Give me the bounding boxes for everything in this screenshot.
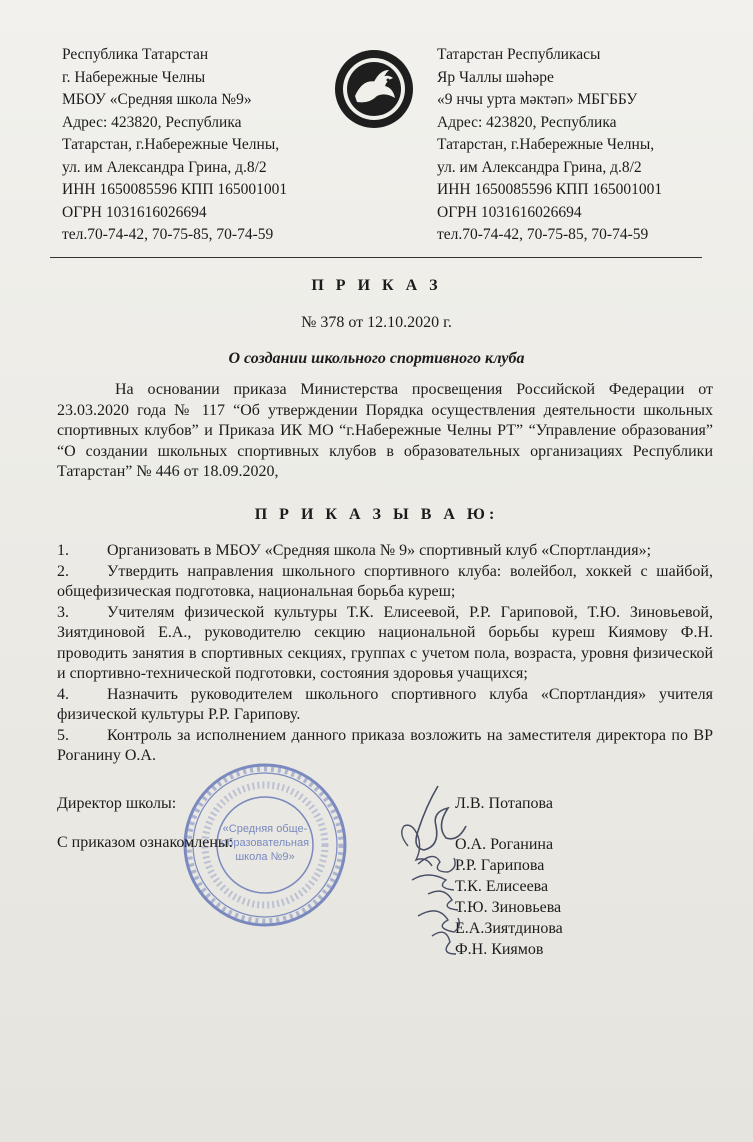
header-right-line: Татарстан, г.Набережные Челны, — [437, 136, 655, 153]
header-left-line: Татарстан, г.Набережные Челны, — [62, 136, 280, 153]
preamble-text: На основании приказа Министерства просвещения Российской Федерации от 23.03.2020 года № 117 “Об утверждении Порядка осуществления деятельности школьных спортивных клубов” и Приказа ИК МО “г.Набережные Челны РТ” “Управление образования” “О создании школьных спортивных клубов в образовательных организациях Республики Татарстан” № 446 от 18.09.2020, — [57, 381, 713, 480]
order-item — [57, 541, 713, 562]
header-left-line: тел.70-74-42, 70-75-85, 70-74-59 — [62, 226, 274, 243]
acquainted-label: С приказом ознакомлены: — [57, 834, 234, 851]
order-items-list — [57, 541, 713, 767]
header-right-line: Яр Чаллы шәһәре — [437, 68, 554, 86]
order-subject: О создании школьного спортивного клуба — [228, 350, 525, 367]
item-text: Организовать в МБОУ «Средняя школа № 9» спортивный клуб «Спортландия»; — [107, 542, 652, 559]
header-left-line: ул. им Александра Грина, д.8/2 — [62, 158, 267, 176]
header-left-line: Республика Татарстан — [62, 46, 209, 63]
tatarstan-emblem-icon — [333, 48, 415, 130]
item-text: Утвердить направления школьного спортивного клуба: волейбол, хоккей с шайбой, общефизическая подготовка, национальная борьба куреш; — [57, 562, 713, 600]
header-right-line: ОГРН 1031616026694 — [437, 203, 582, 221]
header-right-line: «9 нчы урта мәктәп» МБГББУ — [437, 91, 638, 108]
director-name: Л.В. Потапова — [455, 795, 553, 812]
order-heading: П Р И К А З Ы В А Ю: — [254, 506, 499, 523]
order-item — [57, 726, 713, 767]
item-text: Назначить руководителем школьного спортивного клуба «Спортландия» учителя физической культуры Р.Р. Гарипову. — [57, 685, 713, 723]
item-number: 3. — [57, 603, 69, 621]
header-right-line: тел.70-74-42, 70-75-85, 70-74-59 — [437, 226, 649, 243]
header-left-line: ИНН 1650085596 КПП 165001001 — [62, 181, 288, 198]
document-title: П Р И К А З — [311, 277, 442, 294]
item-number: 1. — [57, 542, 69, 559]
item-number: 5. — [57, 726, 69, 744]
svg-text:школа №9»: школа №9» — [235, 851, 295, 863]
order-number-line: № 378 от 12.10.2020 г. — [301, 314, 452, 331]
acquainted-name: Т.К. Елисеева — [455, 878, 549, 895]
header-left-line: МБОУ «Средняя школа №9» — [62, 91, 252, 108]
acquainted-name: Е.А.Зиятдинова — [455, 920, 563, 937]
header-right-line: Адрес: 423820, Республика — [437, 113, 617, 131]
header-divider — [50, 257, 702, 258]
svg-text:образовательная: образовательная — [220, 837, 310, 849]
director-label: Директор школы: — [57, 795, 177, 812]
item-text: Учителям физической культуры Т.К. Елисеевой, Р.Р. Гариповой, Т.Ю. Зиновьевой, Зиятдиновой Е.А., руководителю секцию национальной борьбы куреш Киямову Ф.Н. проводить занятия в спортивных секциях, группах с учетом пола, возраста, уровня физической и спортивно-технической подготовки, состояния здоровья учащихся; — [57, 603, 713, 682]
order-item — [57, 685, 713, 726]
preamble-paragraph — [57, 380, 713, 483]
item-number: 4. — [57, 685, 69, 703]
header-left-line: г. Набережные Челны — [62, 68, 206, 86]
item-text: Контроль за исполнением данного приказа возложить на заместителя директора по ВР Роганину О.А. — [57, 726, 713, 764]
header-right-line: ИНН 1650085596 КПП 165001001 — [437, 181, 663, 198]
header-right-line: ул. им Александра Грина, д.8/2 — [437, 158, 642, 176]
header-left-line: Адрес: 423820, Республика — [62, 113, 242, 131]
acquainted-name: О.А. Роганина — [455, 836, 554, 853]
handwritten-signatures — [388, 776, 518, 966]
svg-text:«Средняя обще-: «Средняя обще- — [222, 823, 308, 835]
order-item — [57, 562, 713, 603]
acquainted-name: Т.Ю. Зиновьева — [455, 899, 562, 916]
acquainted-name: Р.Р. Гарипова — [455, 857, 545, 874]
header-left-line: ОГРН 1031616026694 — [62, 203, 207, 221]
order-item — [57, 603, 713, 685]
header-left-block — [62, 44, 287, 247]
header-right-block — [437, 44, 662, 247]
header-right-line: Татарстан Республикасы — [437, 46, 601, 63]
acquainted-name: Ф.Н. Киямов — [455, 941, 544, 958]
item-number: 2. — [57, 562, 69, 580]
